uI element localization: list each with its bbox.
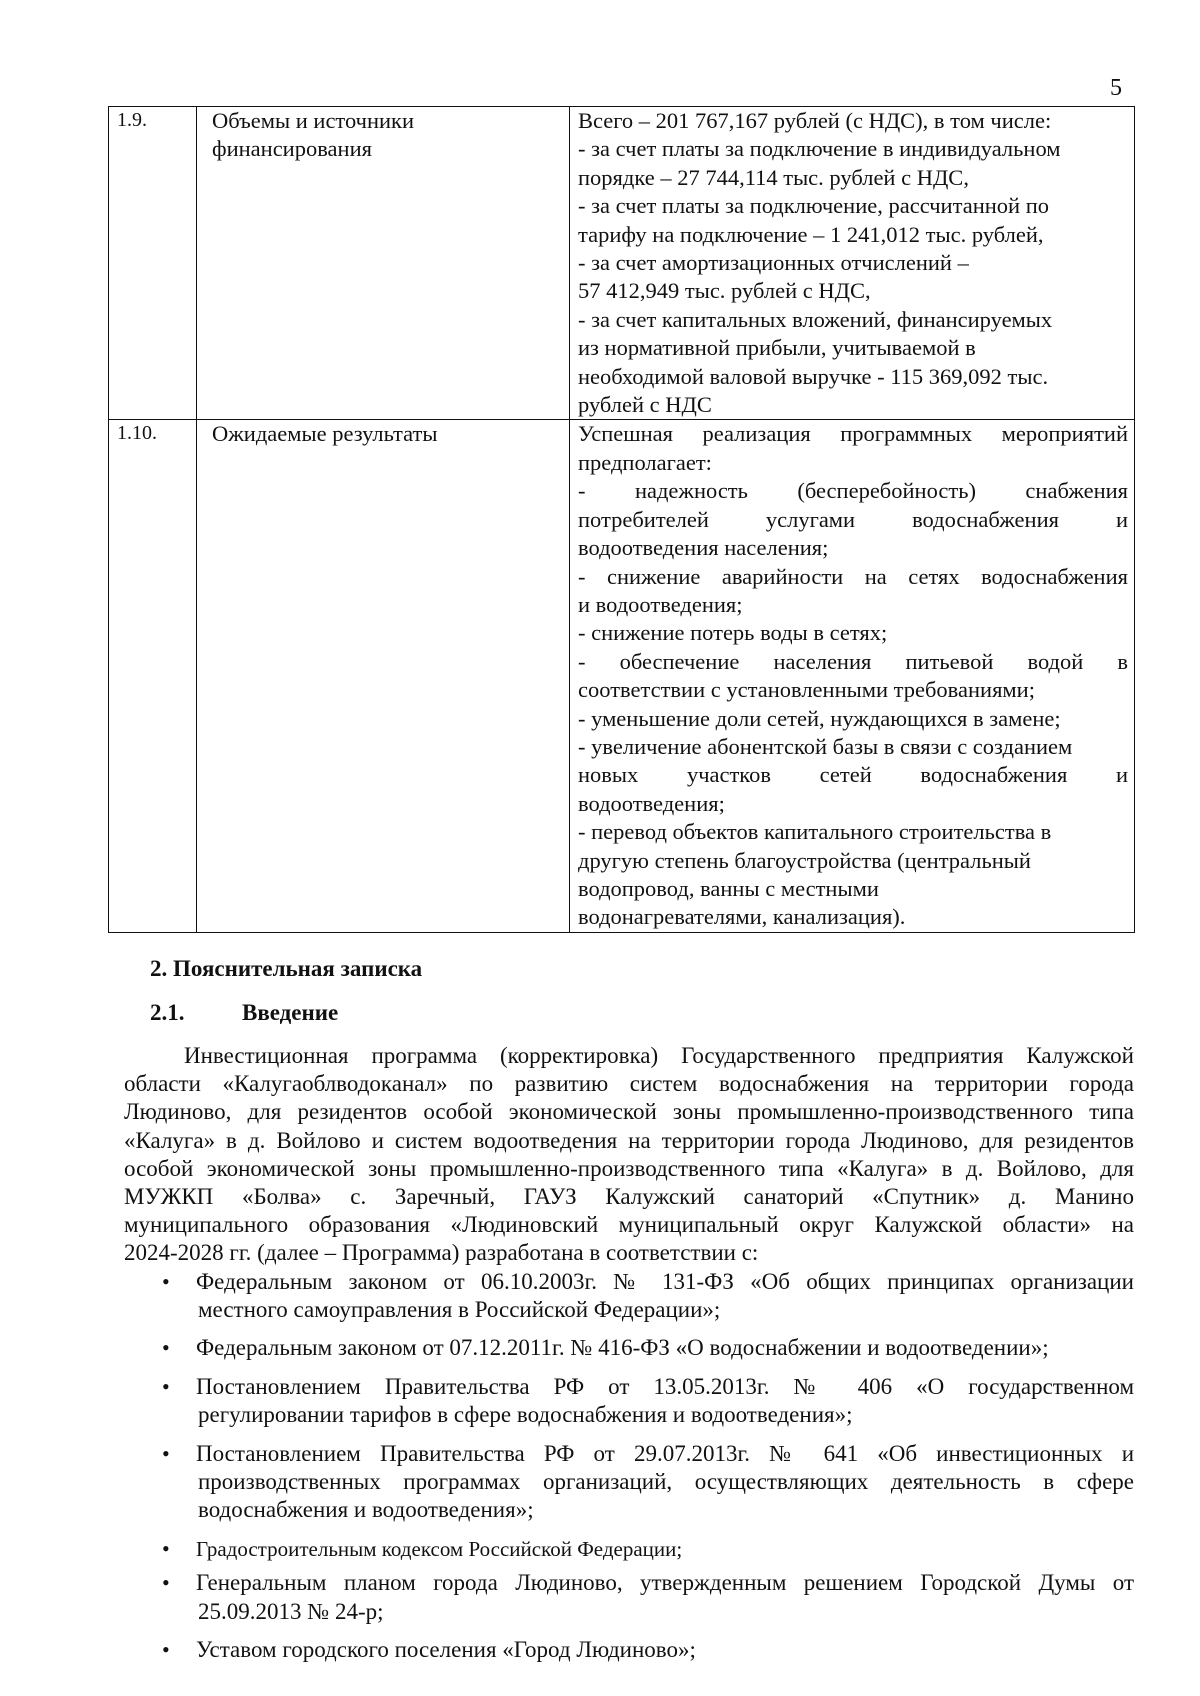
row-title-line: финансирования xyxy=(212,136,372,162)
list-item-line: водоснабжения и водоотведения»; xyxy=(198,1497,534,1523)
content-line: водопровод, ванны с местными xyxy=(578,875,879,901)
content-line: рублей с НДС xyxy=(578,392,712,418)
content-line: тарифу на подключение – 1 241,012 тыс. рублей, xyxy=(578,221,1044,247)
explanatory-note xyxy=(124,954,1134,1675)
content-line: - перевод объектов капитального строительства в xyxy=(578,819,1052,845)
list-item xyxy=(124,1334,1134,1362)
row-title xyxy=(197,420,570,932)
paragraph-line: муниципального образования «Людиновский муниципальный округ Калужской области» на xyxy=(124,1212,1134,1238)
content-line: - снижение потерь воды в сетях; xyxy=(578,620,888,646)
content-line: Всего – 201 767,167 рублей (с НДС), в том числе: xyxy=(578,108,1052,133)
content-line: - за счет платы за подключение, рассчитанной по xyxy=(578,193,1049,219)
row-content xyxy=(570,420,1135,932)
list-item-line: местного самоуправления в Российской Федерации»; xyxy=(198,1297,721,1323)
list-item xyxy=(124,1535,1134,1563)
subsection-title: Введение xyxy=(242,1000,339,1025)
paragraph-line: особой экономической зоны промышленно-производственного типа «Калуга» в д. Войлово, для xyxy=(124,1155,1134,1181)
content-line: - уменьшение доли сетей, нуждающихся в замене; xyxy=(578,705,1061,731)
content-line: порядке – 27 744,114 тыс. рублей с НДС, xyxy=(578,164,969,190)
list-item-line: • Постановлением Правительства РФ от 13.05.2013г. № 406 «О государственном xyxy=(196,1373,1134,1399)
content-line: потребителей услугами водоснабжения и xyxy=(578,506,1128,532)
list-item-line: • Федеральным законом от 07.12.2011г. № 416-ФЗ «О водоснабжении и водоотведении»; xyxy=(196,1335,1049,1361)
content-line: предполагает: xyxy=(578,449,712,475)
content-line: из нормативной прибыли, учитываемой в xyxy=(578,335,976,361)
row-content xyxy=(570,107,1135,420)
paragraph-line: 2024-2028 гг. (далее – Программа) разработана в соответствии с: xyxy=(124,1240,759,1266)
row-title-line: Ожидаемые результаты xyxy=(212,421,438,447)
paragraph-line: «Калуга» в д. Войлово и систем водоотведения на территории города Людиново, для резидентов xyxy=(124,1127,1134,1153)
content-line: - за счет капитальных вложений, финансируемых xyxy=(578,306,1053,332)
row-number: 1.9. xyxy=(109,107,197,420)
content-line: другую степень благоустройства (центральный xyxy=(578,847,1031,873)
row-number: 1.10. xyxy=(109,420,197,932)
paragraph-line: МУЖКП «Болва» с. Заречный, ГАУЗ Калужский санаторий «Спутник» д. Манино xyxy=(124,1184,1134,1210)
content-line: соответствии с установленными требованиями; xyxy=(578,677,1035,703)
subsection-number: 2.1. xyxy=(150,1000,185,1025)
content-line: и водоотведения; xyxy=(578,591,743,617)
list-item-line: • Генеральным планом города Людиново, утвержденным решением Городской Думы от xyxy=(196,1570,1134,1596)
content-line: - снижение аварийности на сетях водоснабжения xyxy=(578,563,1128,589)
subsection-heading xyxy=(150,998,1134,1028)
list-item xyxy=(124,1569,1134,1626)
list-item-line: 25.09.2013 № 24-р; xyxy=(198,1598,384,1624)
content-line: - увеличение абонентской базы в связи с созданием xyxy=(578,733,1073,759)
list-item-line: • Уставом городского поселения «Город Людиново»; xyxy=(196,1637,696,1663)
list-item xyxy=(124,1268,1134,1325)
paragraph-line: Людиново, для резидентов особой экономической зоны промышленно-производственного типа xyxy=(124,1099,1134,1125)
content-line: водоотведения; xyxy=(578,790,725,816)
table-row xyxy=(109,420,1135,932)
list-item xyxy=(124,1440,1134,1525)
content-line: новых участков сетей водоснабжения и xyxy=(578,762,1128,788)
list-item-line: регулировании тарифов в сфере водоснабжения и водоотведения»; xyxy=(198,1402,853,1428)
content-line: - за счет амортизационных отчислений – xyxy=(578,250,969,276)
passport-table xyxy=(108,106,1135,933)
list-item-line: • Постановлением Правительства РФ от 29.07.2013г. № 641 «Об инвестиционных и xyxy=(196,1440,1134,1466)
paragraph-line: области «Калугаоблводоканал» по развитию систем водоснабжения на территории города xyxy=(124,1071,1134,1097)
paragraph-line: Инвестиционная программа (корректировка) Государственного предприятия Калужской xyxy=(184,1043,1134,1068)
content-line: - за счет платы за подключение в индивидуальном xyxy=(578,136,1061,162)
list-item-line: • Федеральным законом от 06.10.2003г. № 131-ФЗ «Об общих принципах организации xyxy=(196,1268,1134,1294)
intro-paragraph xyxy=(124,1042,1134,1268)
content-line: водоотведения населения; xyxy=(578,535,829,561)
content-line: необходимой валовой выручке - 115 369,092 тыс. xyxy=(578,363,1049,389)
page-number: 5 xyxy=(1110,75,1122,101)
section-heading: 2. Пояснительная записка xyxy=(150,956,423,981)
content-line: водонагревателями, канализация). xyxy=(578,904,906,930)
legal-basis-list xyxy=(124,1268,1134,1665)
table-row xyxy=(109,107,1135,420)
content-line: - обеспечение населения питьевой водой в xyxy=(578,648,1128,674)
content-line: 57 412,949 тыс. рублей с НДС, xyxy=(578,278,871,304)
content-line: Успешная реализация программных мероприятий xyxy=(578,421,1128,447)
list-item-line: • Градостроительным кодексом Российской Федерации; xyxy=(196,1536,683,1561)
list-item-line: производственных программах организаций, осуществляющих деятельность в сфере xyxy=(198,1469,1134,1495)
list-item xyxy=(124,1373,1134,1430)
row-title xyxy=(197,107,570,420)
content-line: - надежность (бесперебойность) снабжения xyxy=(578,478,1128,504)
list-item xyxy=(124,1636,1134,1664)
row-title-line: Объемы и источники xyxy=(212,108,415,133)
